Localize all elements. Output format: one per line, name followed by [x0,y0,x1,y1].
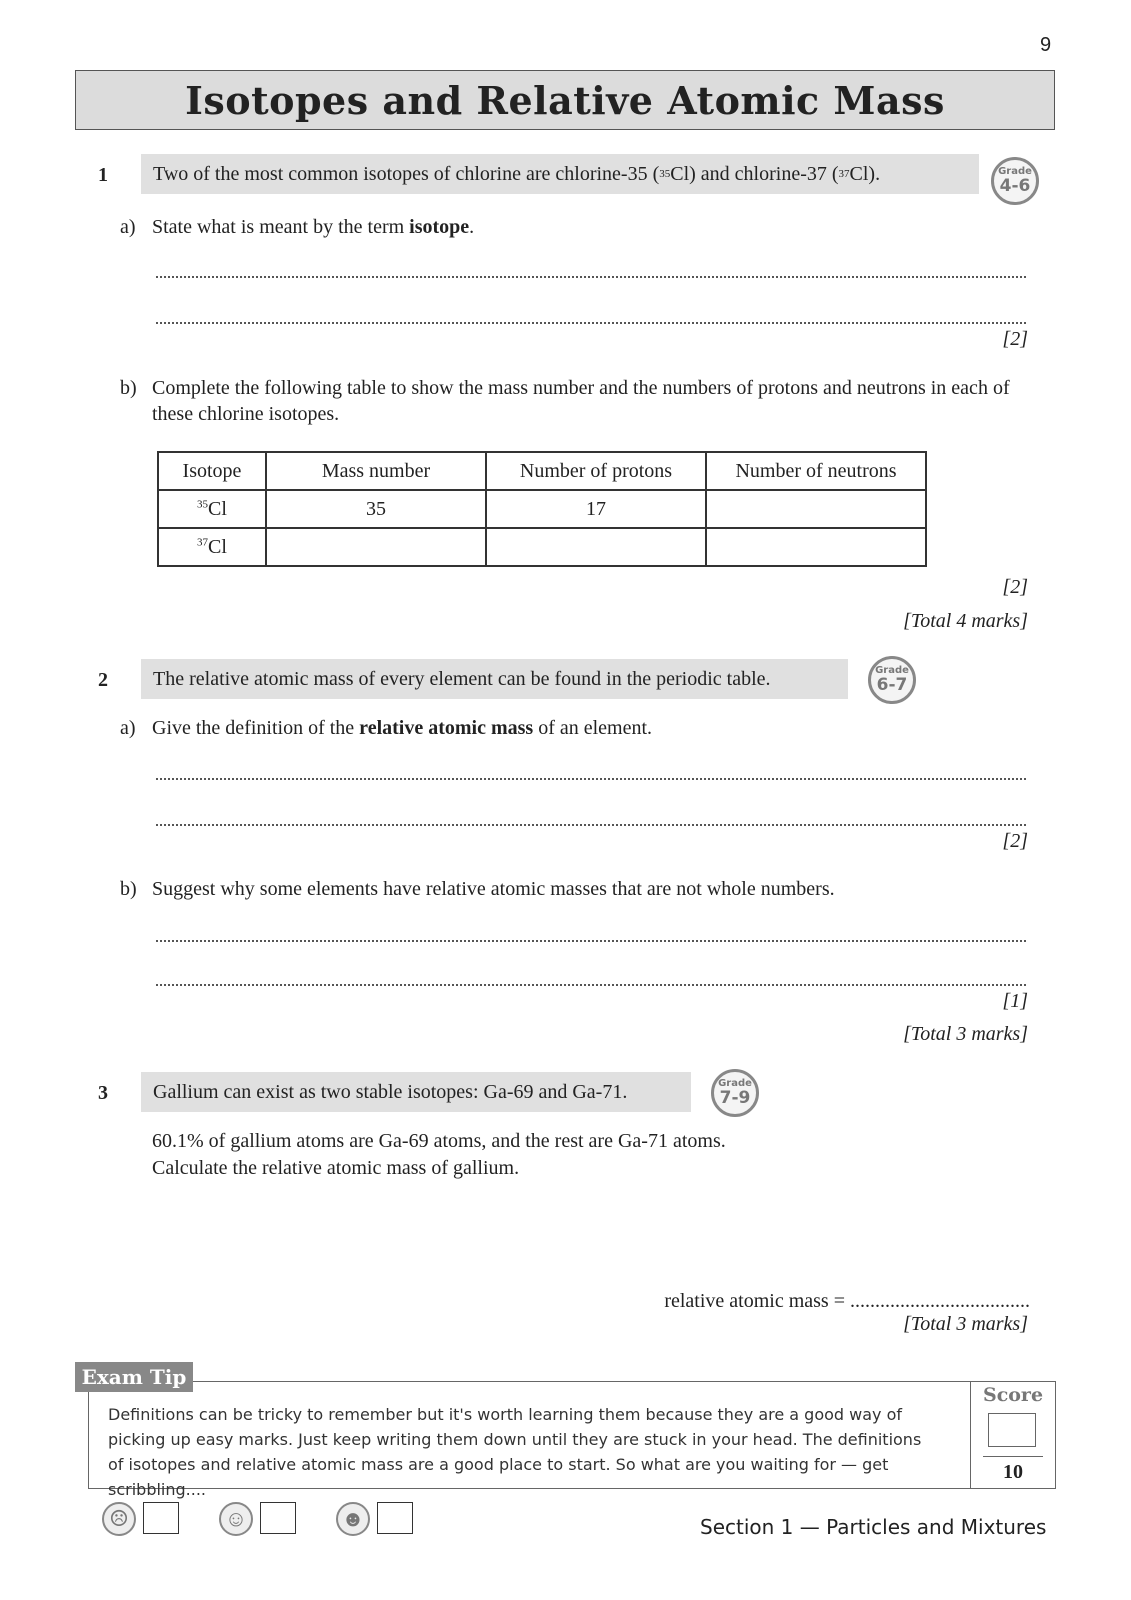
confidence-checkbox-high[interactable] [377,1502,413,1534]
question-3-number: 3 [98,1082,108,1104]
happy-face-icon: ☻ [336,1502,370,1536]
question-2-number: 2 [98,669,108,691]
isotope-cell: $^{37}$Cl [158,528,266,566]
neutrons-cell[interactable] [706,490,926,528]
page-number: 9 [1040,34,1052,56]
answer-line-1a-2[interactable] [156,322,1026,324]
exam-tip-text: Definitions can be tricky to remember but it's worth learning them because they are a good way of picking up easy marks. Just keep writing them down until they are stuck in your head. The definitions of isotopes and relative atomic mass are a good place to start. So what are you waiting for — get scribbling.... [108,1405,922,1499]
table-header: Number of neutrons [706,452,926,490]
answer-line-1a-1[interactable] [156,276,1026,278]
table-header: Number of protons [486,452,706,490]
question-2b-text: Suggest why some elements have relative atomic masses that are not whole numbers. [152,878,835,900]
question-2b-marks: [1] [1002,990,1028,1012]
question-3-line-2: Calculate the relative atomic mass of gallium. [152,1157,520,1179]
question-3-total: [Total 3 marks] [903,1313,1028,1335]
table-header: Isotope [158,452,266,490]
score-total: 10 [1003,1461,1023,1483]
neutrons-cell[interactable] [706,528,926,566]
isotope-table [157,451,927,567]
score-label: Score [982,1384,1044,1406]
question-1-number: 1 [98,164,108,186]
exam-tip-label: Exam Tip [75,1362,193,1392]
grade-7-9-badge: Grade 7-9 [711,1069,759,1117]
grade-6-7-badge: Grade 6-7 [868,656,916,704]
score-divider [983,1456,1043,1457]
page-title-box [75,70,1055,130]
protons-cell[interactable]: 17 [486,490,706,528]
question-2a-marks: [2] [1002,830,1028,852]
answer-line-2a-1[interactable] [156,778,1026,780]
answer-line-2b-1[interactable] [156,940,1026,942]
confidence-checkbox-mid[interactable] [260,1502,296,1534]
question-1b-marks: [2] [1002,576,1028,598]
protons-cell[interactable] [486,528,706,566]
page-title: Isotopes and Relative Atomic Mass [185,77,945,123]
question-2-stem: The relative atomic mass of every element can be found in the periodic table. [141,659,848,699]
answer-line-2a-2[interactable] [156,824,1026,826]
question-1a-text: State what is meant by the term isotope. [152,216,475,238]
question-3-stem: Gallium can exist as two stable isotopes: Ga-69 and Ga-71. [141,1072,691,1112]
question-1b-label: b) [120,377,137,399]
mass-number-cell[interactable]: 35 [266,490,486,528]
table-header-row [158,452,926,490]
answer-line-2b-2[interactable] [156,984,1026,986]
table-row [158,528,926,566]
confidence-checkbox-low[interactable] [143,1502,179,1534]
neutral-face-icon: ☺ [219,1502,253,1536]
question-1a-label: a) [120,216,136,238]
question-2a-text: Give the definition of the relative atomic mass of an element. [152,717,653,739]
score-input-box[interactable] [988,1413,1036,1447]
question-1-total: [Total 4 marks] [903,610,1028,632]
question-1-stem: Two of the most common isotopes of chlorine are chlorine-35 ( 35 Cl) and chlorine-37 ( 37 Cl). [141,154,979,194]
question-2b-label: b) [120,878,137,900]
isotope-cell: $^{35}$Cl [158,490,266,528]
mass-number-cell[interactable] [266,528,486,566]
grade-4-6-badge: Grade 4-6 [991,157,1039,205]
question-1a-marks: [2] [1002,328,1028,350]
table-row [158,490,926,528]
question-3-line-1: 60.1% of gallium atoms are Ga-69 atoms, and the rest are Ga-71 atoms. [152,1130,726,1152]
section-footer: Section 1 — Particles and Mixtures [700,1515,1047,1539]
question-2a-label: a) [120,717,136,739]
question-1b-text: Complete the following table to show the mass number and the numbers of protons and neutrons in each of these chlorine isotopes. [152,377,1010,425]
question-2-total: [Total 3 marks] [903,1023,1028,1045]
worried-face-icon: ☹ [102,1502,136,1536]
table-header: Mass number [266,452,486,490]
relative-atomic-mass-answer[interactable]: relative atomic mass = .................................... [664,1290,1030,1312]
